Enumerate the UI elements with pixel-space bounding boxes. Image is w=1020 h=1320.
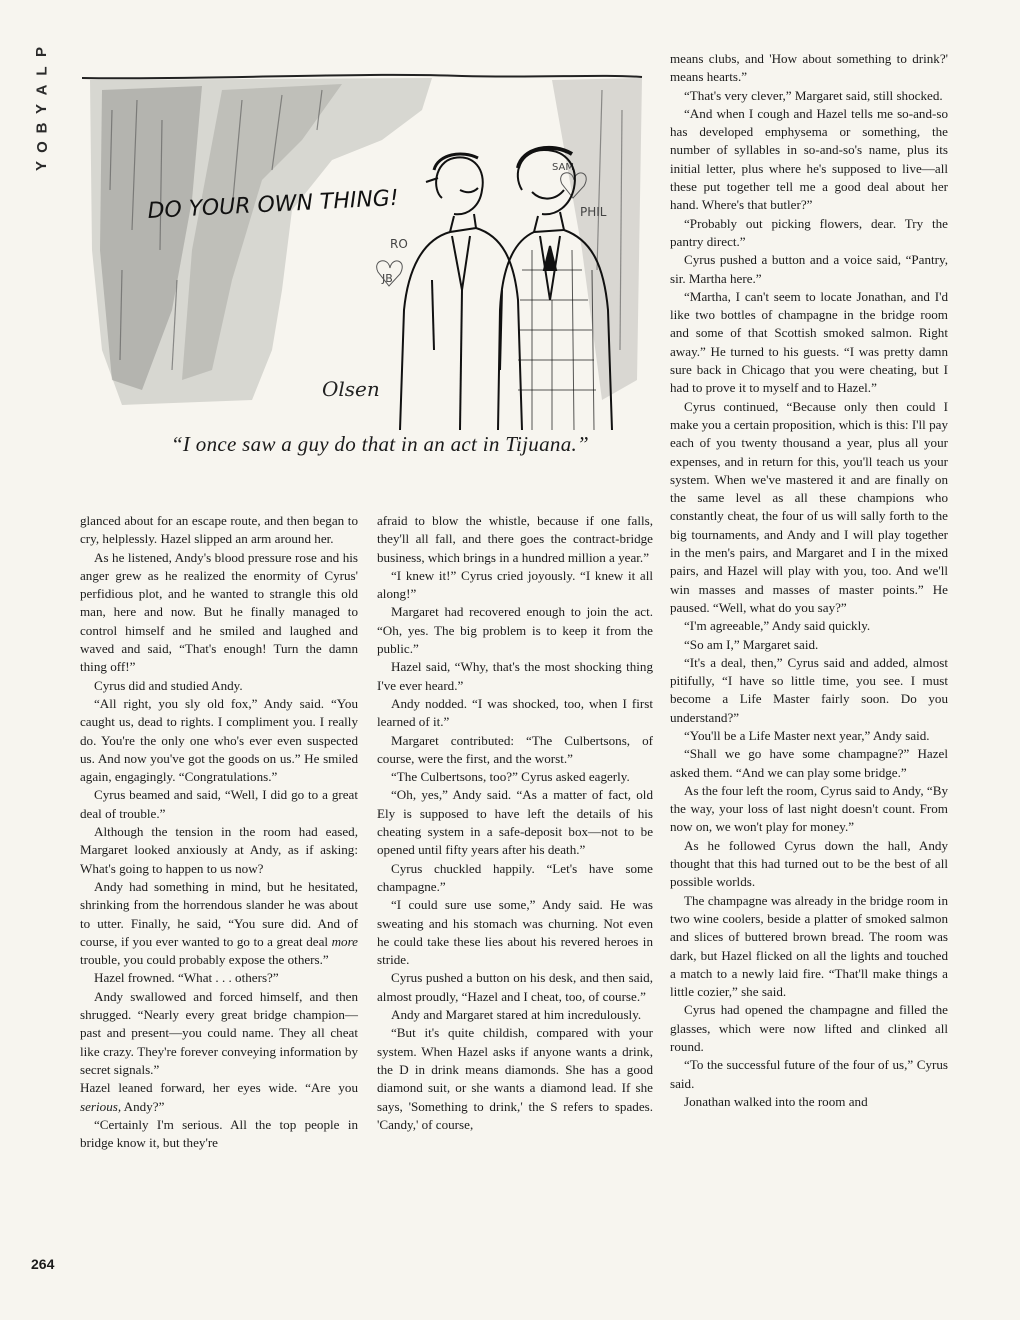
paragraph-text: “Certainly I'm serious. All the top people in bridge know it, but they're [80, 1116, 358, 1151]
text-column-3 [670, 50, 948, 1111]
article-paragraph [377, 860, 653, 897]
article-paragraph [670, 1001, 948, 1056]
wall-scrawl-sam: SAM [552, 162, 575, 173]
article-paragraph [670, 1056, 948, 1093]
article-paragraph [670, 398, 948, 618]
article-paragraph [377, 732, 653, 769]
article-paragraph [377, 512, 653, 567]
article-paragraph [670, 892, 948, 1002]
paragraph-text: Hazel leaned forward, her eyes wide. “Are you [80, 1080, 358, 1096]
paragraph-text: Cyrus pushed a button on his desk, and then said, almost proudly, “Hazel and I cheat, too, of course.” [377, 970, 653, 1004]
paragraph-text: “But it's quite childish, compared with your system. When Hazel asks if anyone wants a drink, the D in drink means diamonds. She has a good diamond suit, or she wants a diamond lead. If she says, 'Something to drink,' the S refers to spades. 'Candy,' of course, [377, 1025, 653, 1132]
masthead-letter: A [33, 83, 51, 96]
paragraph-text: Cyrus beamed and said, “Well, I did go to a great deal of trouble.” [80, 787, 358, 821]
paragraph-text: “Shall we go have some champagne?” Hazel asked them. “And we can play some bridge.” [670, 746, 948, 780]
paragraph-text: “I knew it!” Cyrus cried joyously. “I knew it all along!” [377, 567, 653, 602]
paragraph-text: Margaret contributed: “The Culbertsons, of course, were the first, and the worst.” [377, 732, 653, 766]
article-paragraph [80, 677, 358, 695]
masthead-letter: Y [33, 159, 51, 172]
article-paragraph [80, 1079, 358, 1116]
paragraph-text: afraid to blow the whistle, because if one falls, they'll all fall, and there goes the contract-bridge business, which brings in a hundred million a year.” [377, 513, 653, 565]
article-paragraph [377, 1024, 653, 1134]
text-column-2 [377, 512, 653, 1134]
masthead-letter: O [33, 140, 51, 153]
article-paragraph [80, 786, 358, 823]
paragraph-text: Jonathan walked into the room and [684, 1093, 868, 1109]
text-column-1 [80, 512, 358, 1152]
article-paragraph [670, 1093, 948, 1111]
article-paragraph [80, 1116, 358, 1153]
masthead-letter: B [33, 121, 51, 134]
article-paragraph [377, 695, 653, 732]
emphasized-word: serious, [80, 1098, 122, 1114]
cartoon-illustration [82, 50, 662, 430]
wall-scrawl-ro: RO [390, 237, 408, 251]
article-paragraph [377, 658, 653, 695]
paragraph-text: Andy had something in mind, but he hesitated, shrinking from the horrendous slander he was about to utter. Finally, he said, “You sure did. And of course, if you ever wanted to go to a great deal [80, 878, 358, 949]
article-paragraph [670, 745, 948, 782]
paragraph-text-continued: Andy?” [121, 1098, 165, 1114]
article-paragraph [377, 1006, 653, 1024]
emphasized-word: more [331, 933, 358, 949]
paragraph-text: As he followed Cyrus down the hall, Andy thought that this had turned out to be the best of all possible worlds. [670, 837, 948, 890]
wall-scrawl-jb: JB [382, 272, 393, 285]
article-paragraph [80, 695, 358, 786]
paragraph-text: “You'll be a Life Master next year,” Andy said. [684, 727, 930, 743]
article-paragraph [670, 50, 948, 87]
paragraph-text: glanced about for an escape route, and then began to cry, helplessly. Hazel slipped an arm around her. [80, 513, 358, 547]
article-paragraph [80, 988, 358, 1079]
page-number: 264 [31, 1256, 55, 1272]
paragraph-text: “That's very clever,” Margaret said, still shocked. [684, 87, 943, 103]
article-paragraph [80, 969, 358, 987]
paragraph-text: As the four left the room, Cyrus said to Andy, “By the way, your loss of last night doesn't count. From now on, we won't play for money.” [670, 782, 948, 835]
article-paragraph [377, 786, 653, 859]
paragraph-text: Cyrus chuckled happily. “Let's have some champagne.” [377, 860, 653, 894]
paragraph-text: Andy nodded. “I was shocked, too, when I first learned of it.” [377, 695, 653, 730]
article-paragraph [670, 251, 948, 288]
article-paragraph [670, 654, 948, 727]
paragraph-text: “Probably out picking flowers, dear. Try the pantry direct.” [670, 215, 948, 249]
article-paragraph [670, 837, 948, 892]
article-paragraph [80, 512, 358, 549]
magazine-name-vertical [32, 42, 52, 175]
article-paragraph [377, 896, 653, 969]
paragraph-text: “And when I cough and Hazel tells me so-and-so has developed emphysema or something, the number of syllables in so-and-so's name, plus its initial letter, plus where he's supposed to live—all these put together tell me a good deal about her hand. Where's that butler?” [670, 105, 948, 213]
paragraph-text: Hazel frowned. “What . . . others?” [94, 970, 279, 986]
article-paragraph [670, 782, 948, 837]
cartoon-caption: “I once saw a guy do that in an act in Tijuana.” [170, 432, 590, 456]
paragraph-text: “I'm agreeable,” Andy said quickly. [684, 618, 871, 634]
article-paragraph [80, 823, 358, 878]
article-paragraph [80, 549, 358, 677]
article-paragraph [670, 87, 948, 105]
paragraph-text: “Oh, yes,” Andy said. “As a matter of fact, old Ely is supposed to have left the details of his cheating system in a safe-deposit box—not to be opened until fifty years after his death.” [377, 787, 653, 858]
article-paragraph [670, 105, 948, 215]
paragraph-text: Margaret had recovered enough to join the act. “Oh, yes. The big problem is to keep it from the public.” [377, 604, 653, 657]
paragraph-text: “Martha, I can't seem to locate Jonathan, and I'd like two bottles of champagne in the bridge room and some of that Scottish smoked salmon. Right away.” He turned to his guests. “I was pretty damn sure back in Chicago that you were cheating, but I had to prove it to myself and to Hazel.” [670, 288, 948, 396]
paragraph-text: Cyrus did and studied Andy. [94, 677, 243, 693]
paragraph-text: “I could sure use some,” Andy said. He was sweating and his stomach was churning. Not even he could take these lies about his revered heroes in stride. [377, 897, 653, 968]
wall-scrawl-phil: PHIL [580, 205, 607, 219]
man-left-figure [400, 154, 522, 430]
article-paragraph [377, 603, 653, 658]
paragraph-text: “To the successful future of the four of us,” Cyrus said. [670, 1057, 948, 1091]
paragraph-text: As he listened, Andy's blood pressure rose and his anger grew as he realized the enormity of Cyrus' perfidious plot, and he wanted to strangle this old man, here and now. But he finally managed to control himself and he smiled and laughed and waved and said, “That's enough! Turn the damn thing off!” [80, 549, 358, 675]
article-paragraph [80, 878, 358, 969]
article-paragraph [377, 567, 653, 604]
paragraph-text: Although the tension in the room had eased, Margaret looked anxiously at Andy, as if asking: What's going to happen to us now? [80, 824, 358, 876]
article-paragraph [670, 288, 948, 398]
masthead-letter: L [33, 65, 51, 76]
artist-signature: Olsen [322, 377, 380, 401]
paragraph-text: Andy swallowed and forced himself, and then shrugged. “Nearly every great bridge champion—past and present—you could name. They all cheat like crazy. They're forever conveying information by secret signals.” [80, 988, 358, 1077]
wall-sign-text: DO YOUR OWN THING! [147, 185, 400, 224]
article-paragraph [670, 215, 948, 252]
paragraph-text: Hazel said, “Why, that's the most shocking thing I've ever heard.” [377, 659, 653, 693]
paragraph-text: “The Culbertsons, too?” Cyrus asked eagerly. [391, 769, 630, 785]
paragraph-text: “All right, you sly old fox,” Andy said. “You caught us, dead to rights. I compliment you. I really do. You're the only one who's ever even suspected us. And now you've got the goods on us.” He smiled again, engagingly. “Congratulations.” [80, 695, 358, 785]
article-paragraph [670, 636, 948, 654]
masthead-letter: Y [33, 102, 51, 115]
article-paragraph [670, 727, 948, 745]
paragraph-text: Andy and Margaret stared at him incredulously. [391, 1007, 642, 1023]
paragraph-text: means clubs, and 'How about something to drink?' means hearts.” [670, 51, 948, 85]
paragraph-text: Cyrus pushed a button and a voice said, “Pantry, sir. Martha here.” [670, 252, 948, 286]
paragraph-text: The champagne was already in the bridge room in two wine coolers, beside a platter of smoked salmon and slices of buttered brown bread. The room was dark, but Hazel flicked on all the lights and touched a match to a newly laid fire. “That'll make things a little cozier,” she said. [670, 892, 948, 1000]
article-paragraph [377, 969, 653, 1006]
masthead-letter: P [33, 45, 51, 58]
paragraph-text-continued: trouble, you could probably expose the others.” [80, 952, 329, 968]
paragraph-text: “It's a deal, then,” Cyrus said and added, almost pitifully, “I have so little time, you see. I must become a Life Master fairly soon. Do you understand?” [670, 654, 948, 725]
paragraph-text: “So am I,” Margaret said. [684, 636, 819, 652]
article-paragraph [377, 768, 653, 786]
article-paragraph [670, 617, 948, 635]
paragraph-text: Cyrus continued, “Because only then could I make you a certain proposition, which is this: I'll pay each of you twenty thousand a year, plus all your expenses, and in return for this, you'll teach us your system. When we've mastered it and are finally on the same level as all these champions who constantly cheat, the four of us will sally forth to the big tournaments, and Andy and I will play together in the men's pairs, and Margaret and I in the mixed pairs, and Hazel will play with you, too. And we'll win masses and masses of master points.” He paused. “Well, what do you say?” [670, 398, 948, 615]
paragraph-text: Cyrus had opened the champagne and filled the glasses, which were now lifted and clinked all round. [670, 1002, 948, 1055]
